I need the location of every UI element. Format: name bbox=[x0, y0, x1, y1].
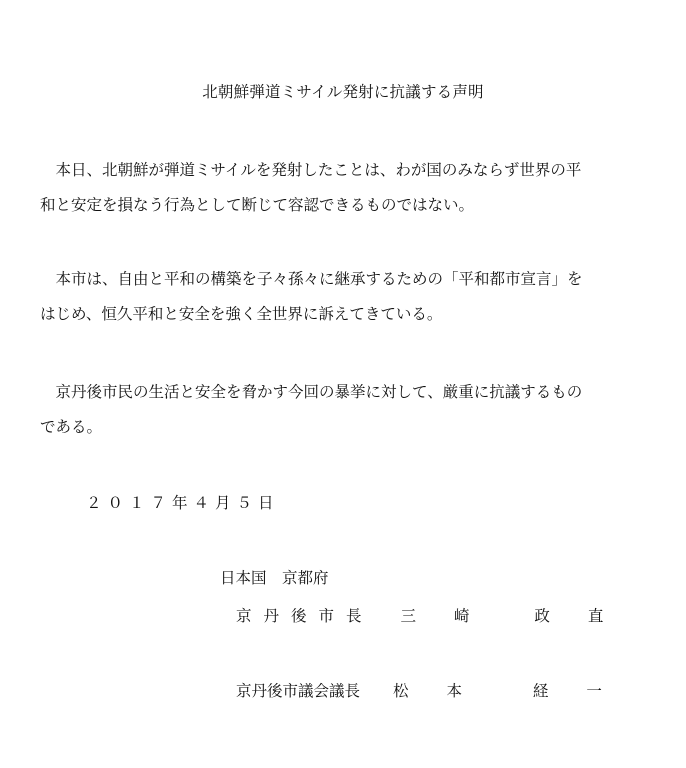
signatory-family-name: 松本 bbox=[392, 682, 500, 700]
signatory-family-name: 三崎 bbox=[400, 607, 508, 625]
paragraph-3 bbox=[40, 375, 652, 445]
signatory-given-name: 政直 bbox=[534, 607, 642, 625]
paragraph-2 bbox=[40, 262, 652, 332]
paragraph-3-line-1: 京丹後市民の生活と安全を脅かす今回の暴挙に対して、厳重に抗議するもの bbox=[40, 383, 583, 401]
signatory-title: 京丹後市長 bbox=[236, 607, 374, 625]
paragraph-1-line-1: 本日、北朝鮮が弾道ミサイルを発射したことは、わが国のみならず世界の平 bbox=[40, 161, 582, 179]
signature-mayor bbox=[236, 604, 641, 626]
signature-council-chair bbox=[236, 679, 640, 701]
paragraph-1-line-2: 和と安定を損なう行為として断じて容認できるものではない。 bbox=[40, 196, 475, 214]
paragraph-1 bbox=[40, 153, 652, 223]
paragraph-2-line-2: はじめ、恒久平和と安全を強く全世界に訴えてきている。 bbox=[40, 305, 443, 323]
issuer-name: 日本国 京都府 bbox=[220, 569, 329, 587]
signatory-title: 京丹後市議会議長 bbox=[236, 682, 361, 700]
document-title: 北朝鮮弾道ミサイル発射に抗議する声明 bbox=[202, 83, 484, 101]
paragraph-2-line-1: 本市は、自由と平和の構築を子々孫々に継承するための「平和都市宣言」を bbox=[40, 270, 583, 288]
signatory-given-name: 経一 bbox=[532, 682, 640, 700]
paragraph-3-line-2: である。 bbox=[40, 418, 103, 436]
statement-date: ２０１７年４月５日 bbox=[86, 494, 280, 512]
